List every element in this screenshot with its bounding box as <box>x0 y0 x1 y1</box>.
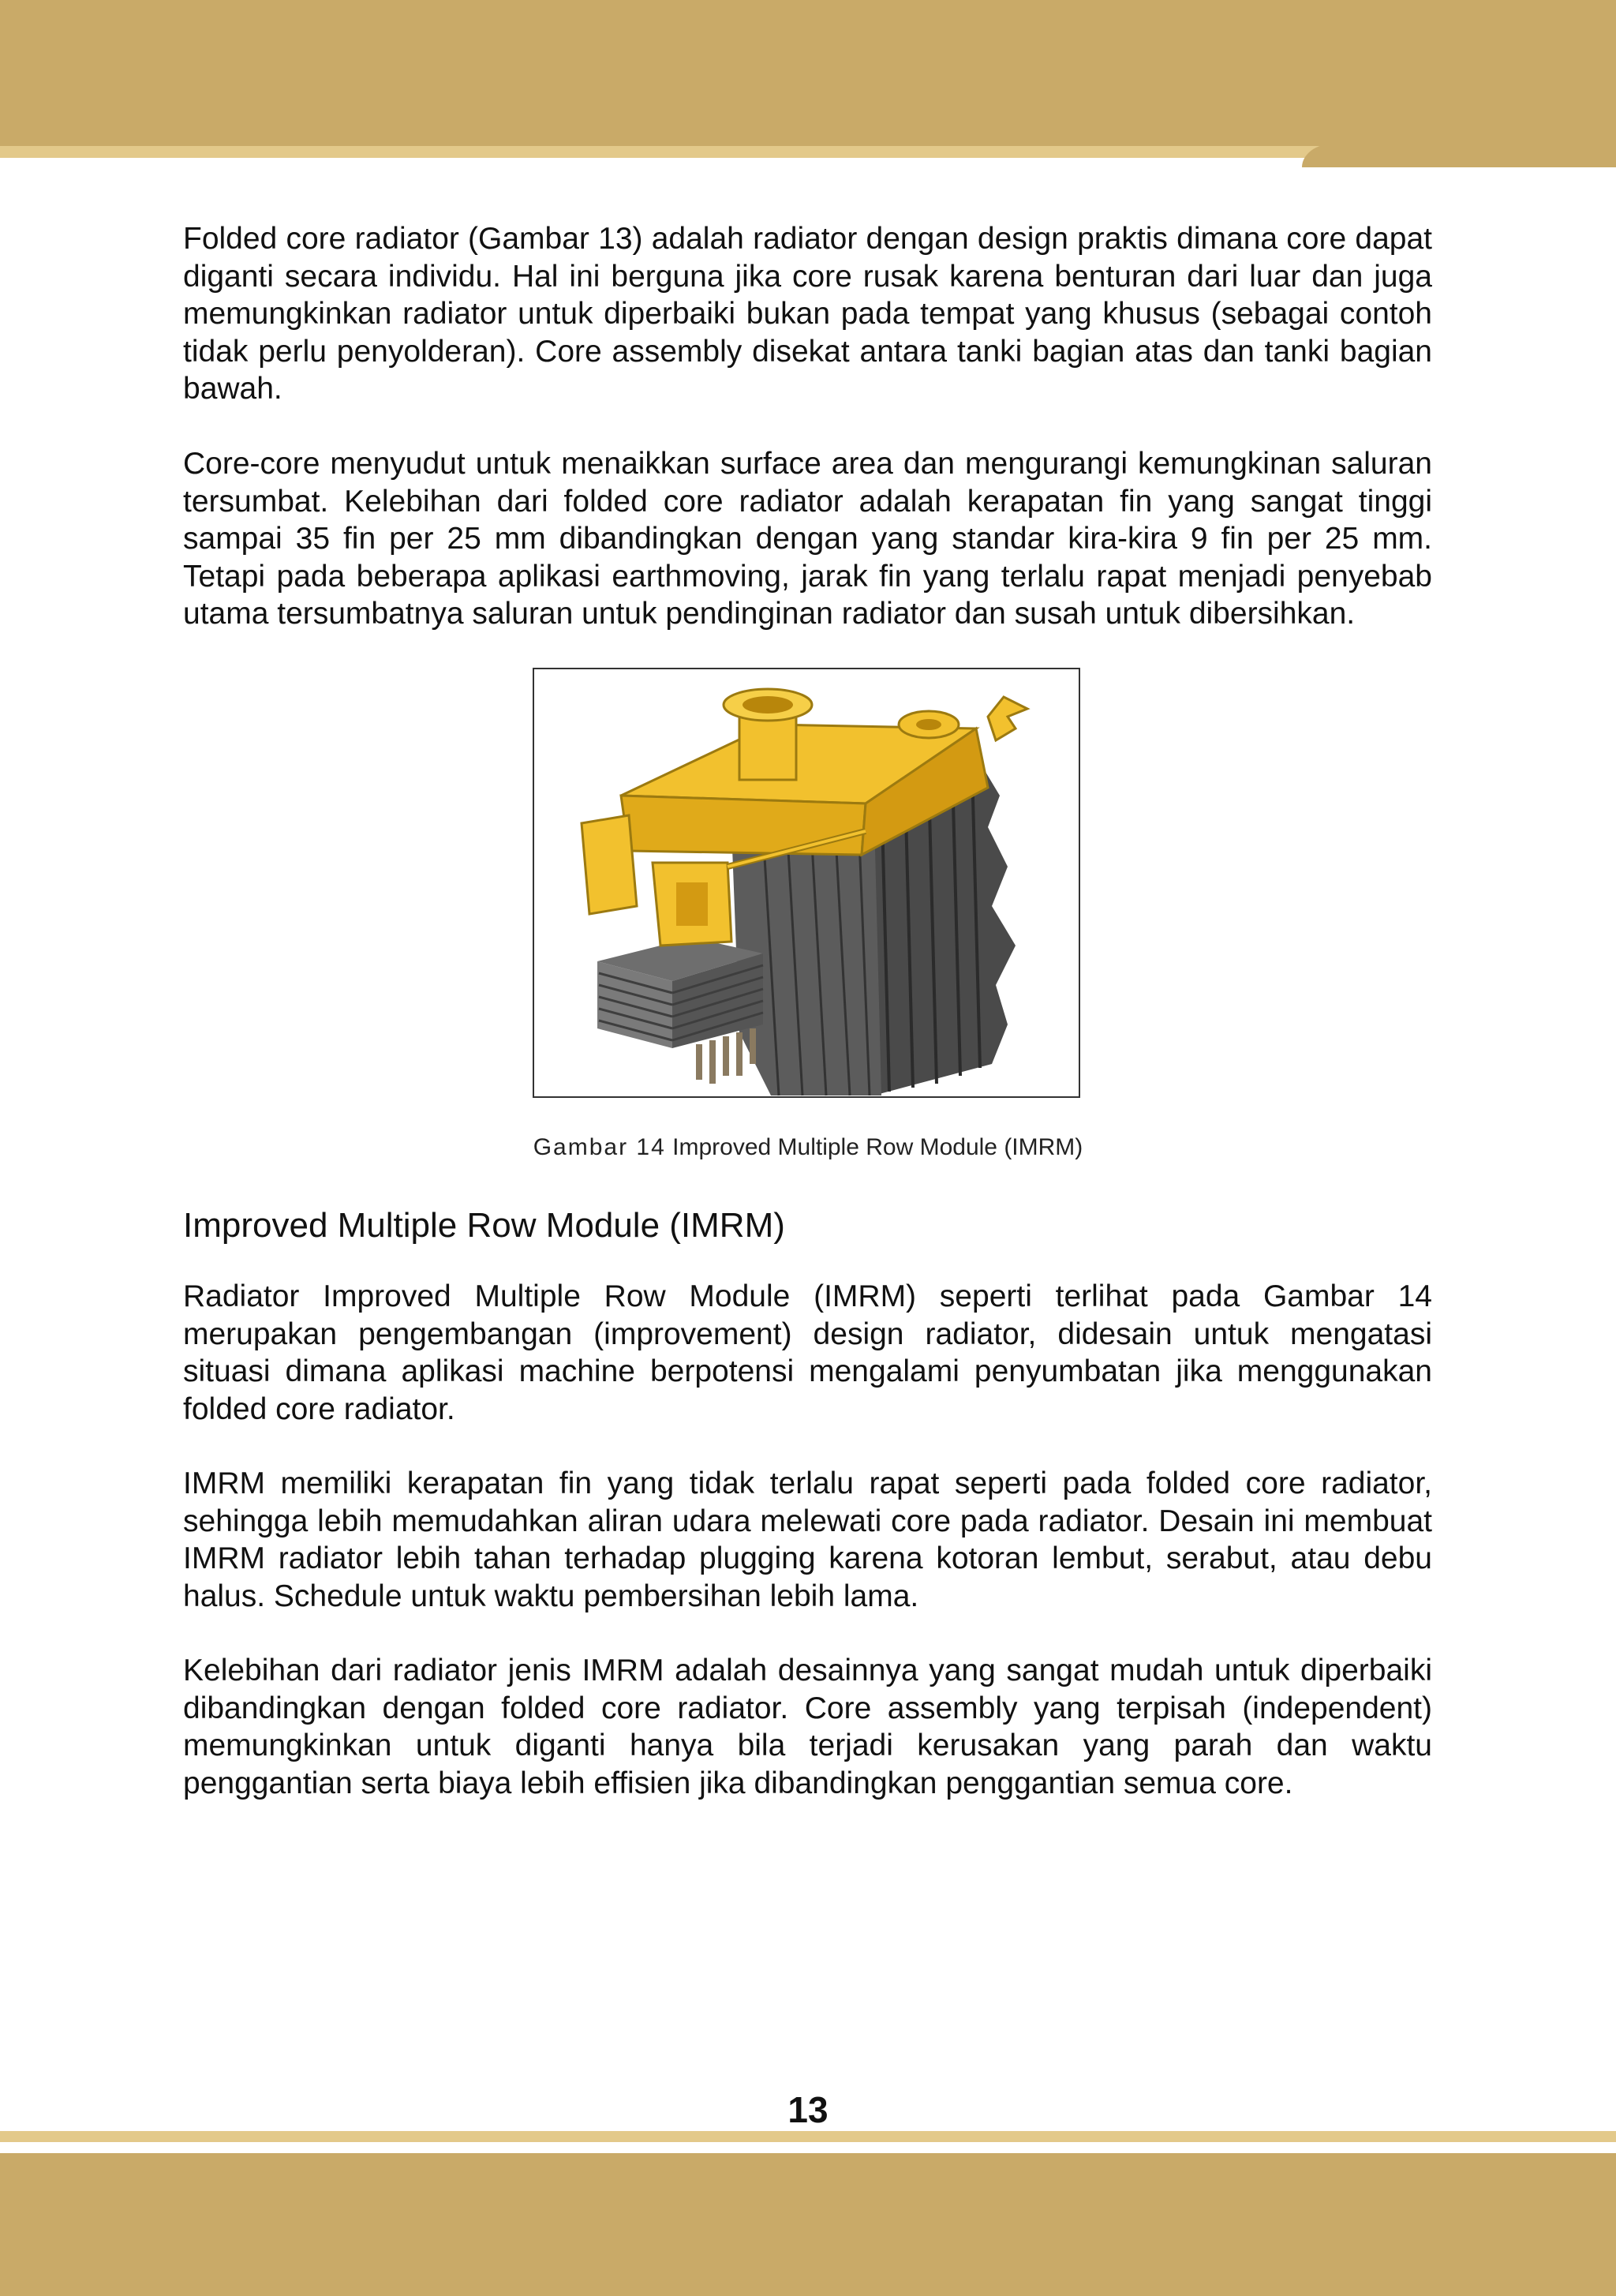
side-mount-bracket <box>582 815 637 914</box>
section-heading-imrm: Improved Multiple Row Module (IMRM) <box>183 1206 785 1245</box>
filler-neck-opening <box>743 696 793 714</box>
tank-bracket-hook <box>988 697 1027 740</box>
top-tank-front <box>621 796 866 855</box>
lower-bracket-slot <box>676 882 708 926</box>
tank-outlet-hole <box>916 719 941 730</box>
header-band <box>0 0 1616 146</box>
caption-number: Gambar 14 <box>533 1134 666 1160</box>
figure-imrm <box>533 668 1080 1098</box>
caption-text: Improved Multiple Row Module (IMRM) <box>672 1134 1083 1160</box>
header-tab-decoration <box>1302 144 1616 167</box>
paragraph-folded-core-intro: Folded core radiator (Gambar 13) adalah radiator dengan design praktis dimana core dapat diganti secara individu. Hal ini berguna jika core rusak karena benturan dari luar dan juga memungkinkan radiator untuk diperbaiki bukan pada tempat yang khusus (sebagai contoh tidak perlu penyolderan). Core assembly disekat antara tanki bagian atas dan tanki bagian bawah. <box>183 222 1432 406</box>
page-number: 13 <box>787 2089 829 2130</box>
paragraph-imrm-intro: Radiator Improved Multiple Row Module (IMRM) seperti terlihat pada Gambar 14 merupakan pengembangan (improvement) design radiator, didesain untuk mengatasi situasi dimana aplikasi machine berpotensi mengalami penyumbatan jika menggunakan folded core radiator. <box>183 1279 1432 1426</box>
footer-stripe <box>0 2131 1616 2142</box>
footer-band <box>0 2153 1616 2296</box>
paragraph-imrm-fin-density: IMRM memiliki kerapatan fin yang tidak terlalu rapat seperti pada folded core radiator, sehingga lebih memudahkan aliran udara melewati core pada radiator. Desain ini membuat IMRM radiator lebih tahan terhadap plugging karena kotoran lembut, serabut, atau debu halus. Schedule untuk waktu pembersihan lebih lama. <box>183 1466 1432 1613</box>
imrm-radiator-illustration <box>534 669 1079 1096</box>
figure-caption <box>0 1133 1616 1162</box>
paragraph-imrm-advantages: Kelebihan dari radiator jenis IMRM adalah desainnya yang sangat mudah untuk diperbaiki dibandingkan dengan folded core radiator. Core assembly yang terpisah (independent) memungkinkan untuk diganti hanya bila terjadi kerusakan yang parah dan waktu penggantian serta biaya lebih effisien jika dibandingkan penggantian semua core. <box>183 1654 1432 1800</box>
paragraph-core-angles: Core-core menyudut untuk menaikkan surface area dan mengurangi kemungkinan saluran tersumbat. Kelebihan dari folded core radiator adalah kerapatan fin yang sangat tinggi sampai 35 fin per 25 mm dibandingkan dengan yang standar kira-kira 9 fin per 25 mm. Tetapi pada beberapa aplikasi earthmoving, jarak fin yang terlalu rapat menjadi penyebab utama tersumbatnya saluran untuk pendinginan radiator dan susah untuk dibersihkan. <box>183 447 1432 631</box>
